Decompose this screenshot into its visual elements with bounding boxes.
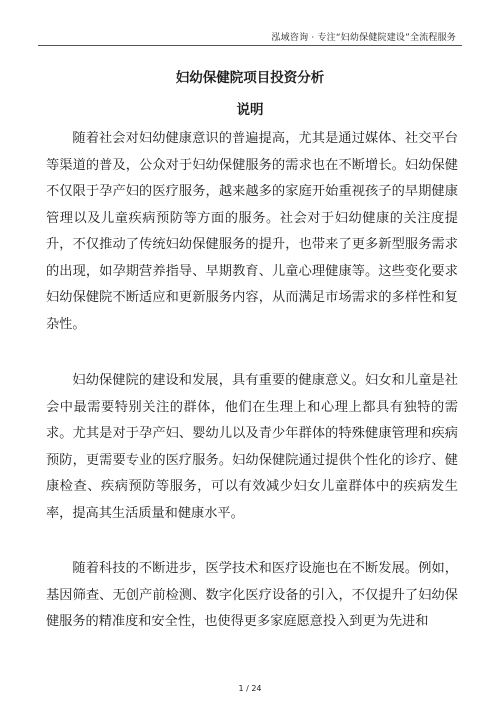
page-header-text: 泓域咨询 · 专注“妇幼保健院建设”全流程服务 (271, 33, 456, 43)
body-paragraph-1: 随着社会对妇幼健康意识的普遍提高，尤其是通过媒体、社交平台等渠道的普及，公众对于妇幼保健服务的需求也在不断增长。妇幼保健不仅限于孕产妇的医疗服务，越来越多的家庭开始重视孩子的早期健康管理以及儿童疾病预防等方面的服务。社会对于妇幼健康的关注度提升，不仅推动了传统妇幼保健服务的提升，也带来了更多新型服务需求的出现，如孕期营养指导、早期教育、儿童心理健康等。这些变化要求妇幼保健院不断适应和更新服务内容，从而满足市场需求的多样性和复杂性。 (46, 131, 458, 332)
document-title: 妇幼保健院项目投资分析 (175, 70, 325, 86)
body-paragraph-3: 随着科技的不断进步，医学技术和医疗设施也在不断发展。例如，基因筛查、无创产前检测、数字化医疗设备的引入，不仅提升了妇幼保健服务的精准度和安全性，也使得更多家庭愿意投入到更为先进和 (46, 561, 458, 629)
page-number: 1 / 24 (238, 684, 262, 693)
section-heading: 说明 (236, 102, 264, 118)
body-paragraph-2: 妇幼保健院的建设和发展，具有重要的健康意义。妇女和儿童是社会中最需要特别关注的群体，他们在生理上和心理上都具有独特的需求。尤其是对于孕产妇、婴幼儿以及青少年群体的特殊健康管理和疾病预防，更需要专业的医疗服务。妇幼保健院通过提供个性化的诊疗、健康检查、疾病预防等服务，可以有效减少妇女儿童群体中的疾病发生率，提高其生活质量和健康水平。 (46, 373, 458, 521)
header-divider (38, 45, 462, 46)
